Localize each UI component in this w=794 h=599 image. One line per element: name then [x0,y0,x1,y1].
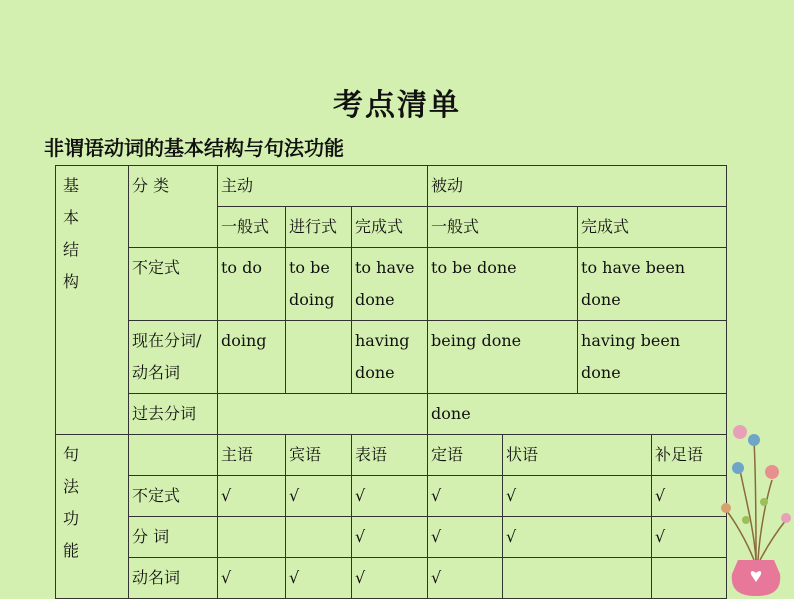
page-title: 考点清单 [333,88,461,123]
active-simple-header: 一般式 [218,207,286,248]
active-header: 主动 [218,166,428,207]
blossom-icon [765,465,779,479]
blossom-icon [748,434,760,446]
func-header-object: 宾语 [286,435,352,476]
check-cell [286,517,352,558]
cell: to be done [428,248,578,321]
check-cell: √ [503,476,652,517]
func-header-subject: 主语 [218,435,286,476]
check-cell: √ [428,476,503,517]
check-cell: √ [218,476,286,517]
category-header: 分 类 [129,166,218,248]
leaf-icon [760,498,768,506]
row-label-participle-gerund: 现在分词/动名词 [129,321,218,394]
check-cell: √ [286,476,352,517]
passive-header: 被动 [428,166,727,207]
row-label-infinitive: 不定式 [129,476,218,517]
func-header-predicative: 表语 [352,435,428,476]
cell: done [428,394,727,435]
cell: to have done [352,248,428,321]
cell: to do [218,248,286,321]
blossom-icon [733,425,747,439]
cell [286,321,352,394]
row-label-infinitive: 不定式 [129,248,218,321]
active-progressive-header: 进行式 [286,207,352,248]
check-cell [218,517,286,558]
structure-section-label: 基本结构 [56,166,129,435]
check-cell [503,558,652,599]
cell: being done [428,321,578,394]
func-header-complement: 补足语 [652,435,727,476]
func-header-attribute: 定语 [428,435,503,476]
check-cell: √ [652,517,727,558]
blossom-icon [721,503,731,513]
check-cell: √ [218,558,286,599]
row-label-past-participle: 过去分词 [129,394,218,435]
check-cell: √ [503,517,652,558]
row-label-gerund: 动名词 [129,558,218,599]
cell: to have been done [578,248,727,321]
section-subtitle: 非谓语动词的基本结构与句法功能 [44,136,344,160]
cell: doing [218,321,286,394]
blossom-icon [732,462,744,474]
func-header-adverbial: 状语 [503,435,652,476]
blossom-icon [781,513,791,523]
check-cell: √ [652,476,727,517]
check-cell: √ [428,558,503,599]
row-label-participle: 分 词 [129,517,218,558]
cell: having done [352,321,428,394]
check-cell: √ [352,517,428,558]
leaf-icon [742,516,750,524]
cell: having been done [578,321,727,394]
function-section-label: 句法功能 [56,435,129,599]
passive-simple-header: 一般式 [428,207,578,248]
flower-vase-decoration [716,410,794,596]
check-cell: √ [428,517,503,558]
passive-perfect-header: 完成式 [578,207,727,248]
check-cell: √ [286,558,352,599]
grammar-table [55,165,727,599]
cell [218,394,428,435]
active-perfect-header: 完成式 [352,207,428,248]
check-cell: √ [352,558,428,599]
check-cell: √ [352,476,428,517]
cell [129,435,218,476]
cell: to be doing [286,248,352,321]
